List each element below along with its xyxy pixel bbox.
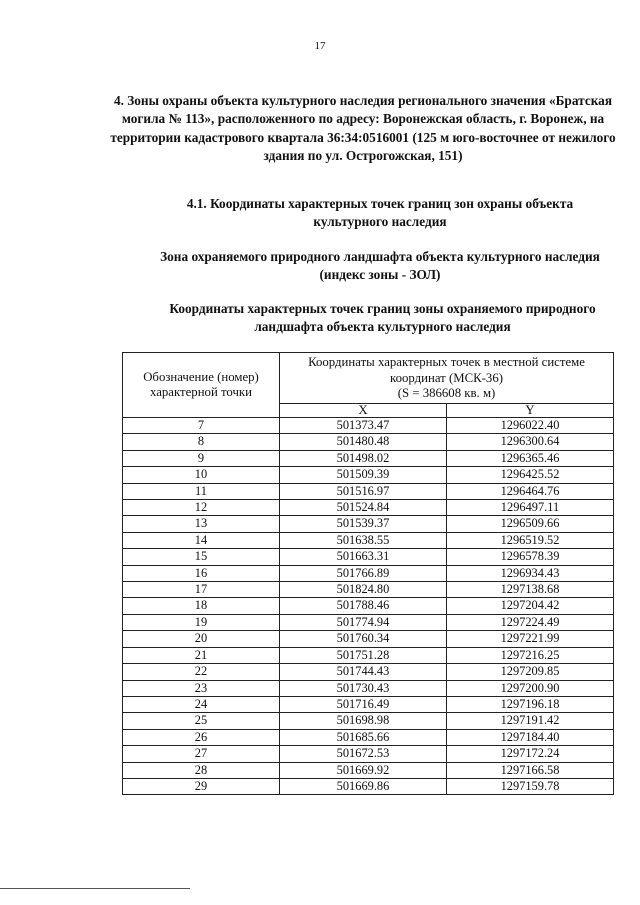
- point-number-cell: 12: [123, 500, 280, 516]
- table-row: [123, 467, 614, 483]
- x-coordinate-cell: 501698.98: [280, 713, 447, 729]
- x-coordinate-cell: 501669.86: [280, 778, 447, 794]
- x-coordinate-cell: 501760.34: [280, 631, 447, 647]
- table-row: [123, 549, 614, 565]
- table-row: [123, 434, 614, 450]
- y-coordinate-cell: 1296509.66: [447, 516, 614, 532]
- y-coordinate-cell: 1297209.85: [447, 664, 614, 680]
- table-row: [123, 746, 614, 762]
- x-coordinate-cell: 501730.43: [280, 680, 447, 696]
- point-number-cell: 10: [123, 467, 280, 483]
- point-number-cell: 9: [123, 450, 280, 466]
- point-number-cell: 22: [123, 664, 280, 680]
- x-coordinate-cell: 501685.66: [280, 729, 447, 745]
- point-number-cell: 19: [123, 614, 280, 630]
- point-number-cell: 15: [123, 549, 280, 565]
- x-coordinate-cell: 501766.89: [280, 565, 447, 581]
- y-coordinate-cell: 1297224.49: [447, 614, 614, 630]
- x-coordinate-cell: 501480.48: [280, 434, 447, 450]
- x-coordinate-cell: 501663.31: [280, 549, 447, 565]
- point-number-cell: 16: [123, 565, 280, 581]
- y-coordinate-cell: 1296497.11: [447, 500, 614, 516]
- point-number-cell: 11: [123, 483, 280, 499]
- point-number-cell: 14: [123, 532, 280, 548]
- y-coordinate-cell: 1296022.40: [447, 418, 614, 434]
- section-heading: 4. Зоны охраны объекта культурного наследия регионального значения «Братская могила № 113», расположенного по адресу: Воронежская область, г. Воронеж, на территории кадастрового квартала 36:34:0516001 (125 м юго-восточнее от нежилого здания по ул. Острогожская, 151): [110, 93, 616, 163]
- x-coordinate-cell: 501498.02: [280, 450, 447, 466]
- y-coordinate-cell: 1297196.18: [447, 696, 614, 712]
- footer-divider: [0, 888, 190, 889]
- coordinates-table-body: [123, 418, 614, 795]
- point-number-cell: 25: [123, 713, 280, 729]
- table-row: [123, 450, 614, 466]
- y-coordinate-cell: 1297221.99: [447, 631, 614, 647]
- x-coordinate-cell: 501751.28: [280, 647, 447, 663]
- table-row: [123, 713, 614, 729]
- point-number-cell: 18: [123, 598, 280, 614]
- x-coordinate-cell: 501824.80: [280, 582, 447, 598]
- zone-heading: Зона охраняемого природного ландшафта объекта культурного наследия (индекс зоны - ЗОЛ): [160, 249, 600, 283]
- x-coordinate-cell: 501539.37: [280, 516, 447, 532]
- page-number: 17: [314, 40, 326, 52]
- table-row: [123, 664, 614, 680]
- y-column-header: Y: [447, 403, 614, 418]
- table-row: [123, 565, 614, 581]
- table-row: [123, 483, 614, 499]
- y-coordinate-cell: 1297191.42: [447, 713, 614, 729]
- table-row: [123, 582, 614, 598]
- table-row: [123, 778, 614, 794]
- x-coordinate-cell: 501373.47: [280, 418, 447, 434]
- subsection-heading: 4.1. Координаты характерных точек границ зон охраны объекта культурного наследия: [186, 196, 574, 230]
- x-coordinate-cell: 501788.46: [280, 598, 447, 614]
- y-coordinate-cell: 1296300.64: [447, 434, 614, 450]
- table-row: [123, 729, 614, 745]
- table-row: [123, 614, 614, 630]
- table-row: [123, 598, 614, 614]
- x-coordinate-cell: 501672.53: [280, 746, 447, 762]
- table-row: [123, 762, 614, 778]
- y-coordinate-cell: 1297216.25: [447, 647, 614, 663]
- area-label: (S = 386608 кв. м): [397, 386, 496, 400]
- table-row: [123, 532, 614, 548]
- x-coordinate-cell: 501669.92: [280, 762, 447, 778]
- point-number-cell: 26: [123, 729, 280, 745]
- y-coordinate-cell: 1297159.78: [447, 778, 614, 794]
- table-row: [123, 631, 614, 647]
- y-coordinate-cell: 1296464.76: [447, 483, 614, 499]
- table-title: Координаты характерных точек границ зоны охраняемого природного ландшафта объекта культурного наследия: [169, 301, 596, 335]
- point-number-cell: 24: [123, 696, 280, 712]
- x-coordinate-cell: 501638.55: [280, 532, 447, 548]
- point-number-cell: 28: [123, 762, 280, 778]
- point-number-cell: 23: [123, 680, 280, 696]
- table-row: [123, 418, 614, 434]
- point-number-cell: 17: [123, 582, 280, 598]
- x-coordinate-cell: 501774.94: [280, 614, 447, 630]
- point-number-cell: 29: [123, 778, 280, 794]
- table-row: [123, 500, 614, 516]
- x-coordinate-cell: 501744.43: [280, 664, 447, 680]
- y-coordinate-cell: 1297138.68: [447, 582, 614, 598]
- x-column-header: X: [280, 403, 447, 418]
- point-number-cell: 8: [123, 434, 280, 450]
- y-coordinate-cell: 1297172.24: [447, 746, 614, 762]
- y-coordinate-cell: 1297166.58: [447, 762, 614, 778]
- x-coordinate-cell: 501524.84: [280, 500, 447, 516]
- y-coordinate-cell: 1296934.43: [447, 565, 614, 581]
- point-number-cell: 13: [123, 516, 280, 532]
- table-row: [123, 696, 614, 712]
- point-number-cell: 27: [123, 746, 280, 762]
- coordinates-header: [280, 353, 614, 404]
- table-row: [123, 516, 614, 532]
- table-row: [123, 680, 614, 696]
- y-coordinate-cell: 1296425.52: [447, 467, 614, 483]
- point-number-cell: 7: [123, 418, 280, 434]
- table-row: [123, 647, 614, 663]
- x-coordinate-cell: 501516.97: [280, 483, 447, 499]
- y-coordinate-cell: 1297200.90: [447, 680, 614, 696]
- y-coordinate-cell: 1296578.39: [447, 549, 614, 565]
- point-number-cell: 20: [123, 631, 280, 647]
- point-number-header: Обозначение (номер) характерной точки: [123, 353, 280, 418]
- coordinates-header-title: Координаты характерных точек в местной системе координат (МСК-36): [308, 355, 585, 385]
- coordinates-table: [122, 352, 614, 795]
- x-coordinate-cell: 501509.39: [280, 467, 447, 483]
- y-coordinate-cell: 1297204.42: [447, 598, 614, 614]
- y-coordinate-cell: 1297184.40: [447, 729, 614, 745]
- point-number-cell: 21: [123, 647, 280, 663]
- x-coordinate-cell: 501716.49: [280, 696, 447, 712]
- y-coordinate-cell: 1296365.46: [447, 450, 614, 466]
- y-coordinate-cell: 1296519.52: [447, 532, 614, 548]
